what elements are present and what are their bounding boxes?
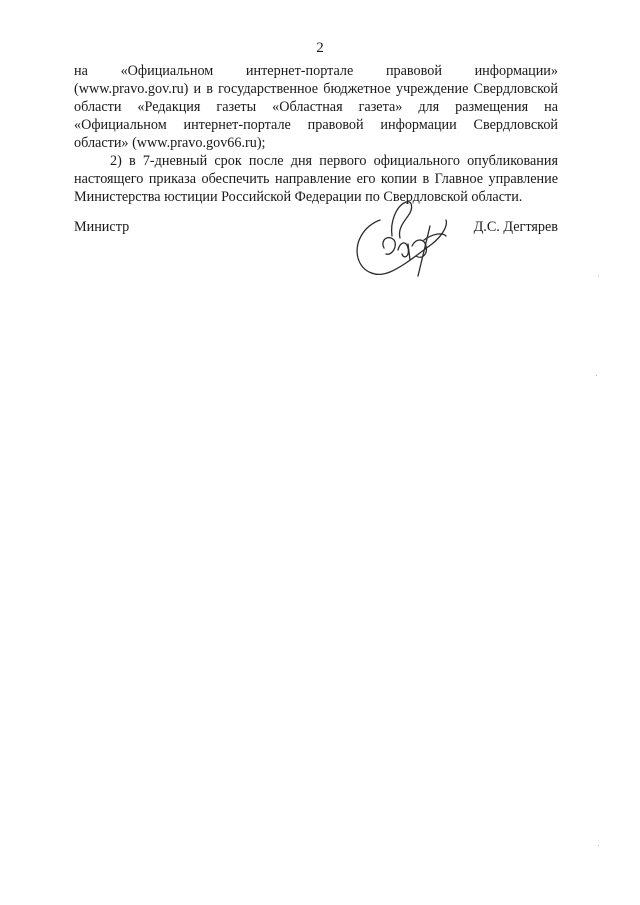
page-number: 2 [316,40,324,56]
paragraph-item-2: 2) в 7-дневный срок после дня первого официального опубликования настоящего приказа обеспечить направление его копии в Главное управление Министерства юстиции Российской Федерации по Свердловской области. [74,153,558,205]
scan-speck [596,375,597,376]
document-body [74,62,558,206]
scan-speck [598,845,599,846]
handwritten-signature-icon [346,196,456,280]
paragraph-continuation: на «Официальном интернет-портале правовой информации» (www.pravo.gov.ru) и в государственное бюджетное учреждение Свердловской области «Редакция газеты «Областная газета» для размещения на «Официальном интернет-портале правовой информации Свердловской области» (www.pravo.gov66.ru); [74,63,558,151]
scan-speck [598,275,599,276]
signatory-name: Д.С. Дегтярев [473,219,558,235]
signatory-position: Министр [74,219,130,235]
